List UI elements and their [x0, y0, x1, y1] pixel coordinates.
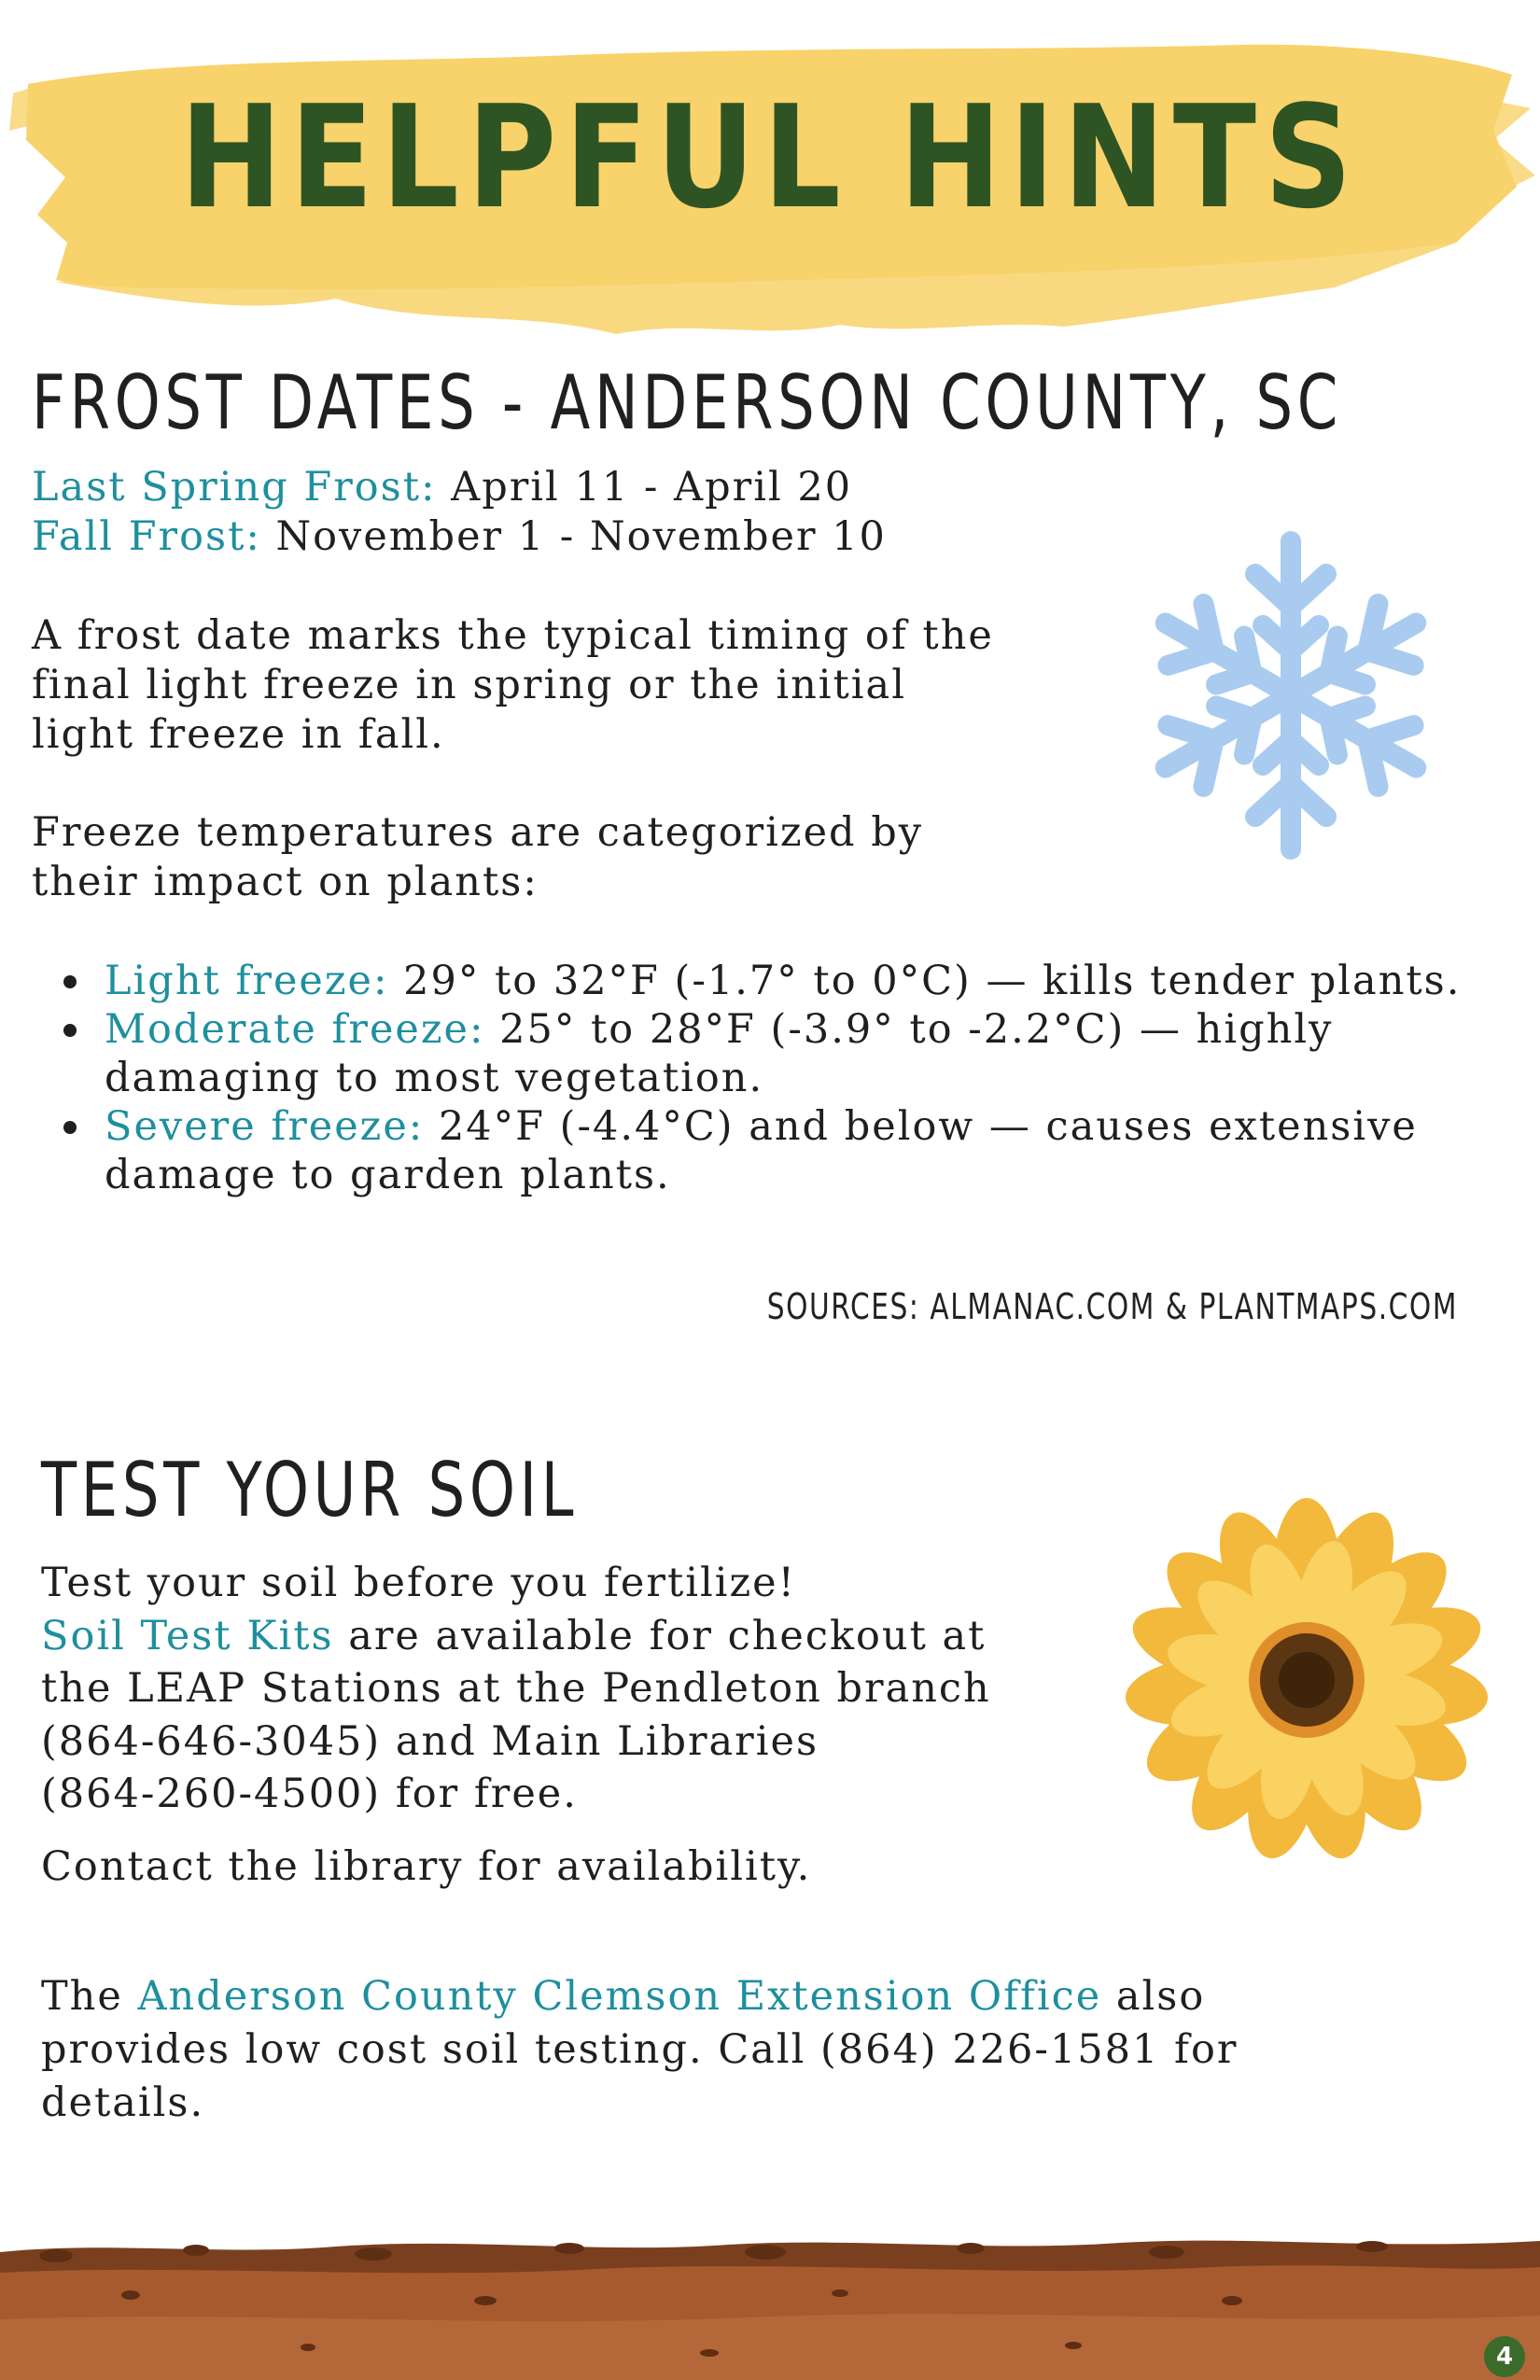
list-item [105, 957, 1486, 1005]
severe-freeze-label: Severe freeze: [105, 1103, 425, 1150]
fall-frost [32, 512, 887, 562]
freeze-list [56, 957, 1486, 1199]
light-freeze-text: 29° to 32°F (-1.7° to 0°C) — kills tender plants. [403, 958, 1462, 1004]
extension-line-2: provides low cost soil testing. Call (864) 226-1581 for [41, 2026, 1239, 2073]
frost-heading: FROST DATES - ANDERSON COUNTY, SC [32, 359, 1343, 446]
list-item [105, 1005, 1486, 1102]
frost-definition: A frost date marks the typical timing of the final light freeze in spring or the initial light freeze in fall. [32, 612, 994, 758]
last-spring-frost-value: April 11 - April 20 [451, 464, 853, 511]
soil-ground-icon [0, 2235, 1540, 2380]
fall-frost-label: Fall Frost: [32, 513, 261, 560]
soil-line-1: Test your soil before you fertilize! [41, 1560, 796, 1606]
soil-line-3: the LEAP Stations at the Pendleton branch [41, 1665, 991, 1712]
extension-office-link[interactable]: Anderson County Clemson Extension Office [137, 1973, 1102, 2020]
extension-post: also [1115, 1973, 1206, 2020]
last-spring-frost-label: Last Spring Frost: [32, 464, 437, 511]
soil-kits-text: are available for checkout at [348, 1613, 987, 1659]
soil-heading: TEST YOUR SOIL [41, 1447, 579, 1533]
list-item [105, 1102, 1486, 1199]
sources-note: SOURCES: ALMANAC.COM & PLANTMAPS.COM [766, 1286, 1458, 1327]
last-spring-frost [32, 463, 852, 512]
extension-line-1 [41, 1972, 1205, 2022]
soil-line-2 [41, 1612, 986, 1661]
soil-line-4: (864-646-3045) and Main Libraries [41, 1718, 819, 1765]
soil-test-kits-link[interactable]: Soil Test Kits [41, 1613, 334, 1659]
sunflower-icon [1101, 1493, 1512, 1867]
snowflake-icon [1137, 527, 1445, 863]
extension-line-3: details. [41, 2079, 205, 2126]
light-freeze-label: Light freeze: [105, 958, 389, 1004]
page-title: HELPFUL HINTS [179, 75, 1361, 240]
moderate-freeze-label: Moderate freeze: [105, 1006, 485, 1053]
page-number-badge: 4 [1484, 2336, 1525, 2377]
moderate-freeze-text: 25° to 28°F (-3.9° to -2.2°C) — highly damaging to most vegetation. [105, 1006, 1334, 1101]
soil-line-5: (864-260-4500) for free. [41, 1771, 578, 1817]
freeze-categories-intro: Freeze temperatures are categorized by their impact on plants: [32, 809, 924, 905]
extension-pre: The [41, 1973, 123, 2020]
soil-contact: Contact the library for availability. [41, 1843, 812, 1890]
fall-frost-value: November 1 - November 10 [275, 513, 887, 560]
title-banner [0, 19, 1540, 373]
severe-freeze-text: 24°F (-4.4°C) and below — causes extensive damage to garden plants. [105, 1103, 1418, 1198]
